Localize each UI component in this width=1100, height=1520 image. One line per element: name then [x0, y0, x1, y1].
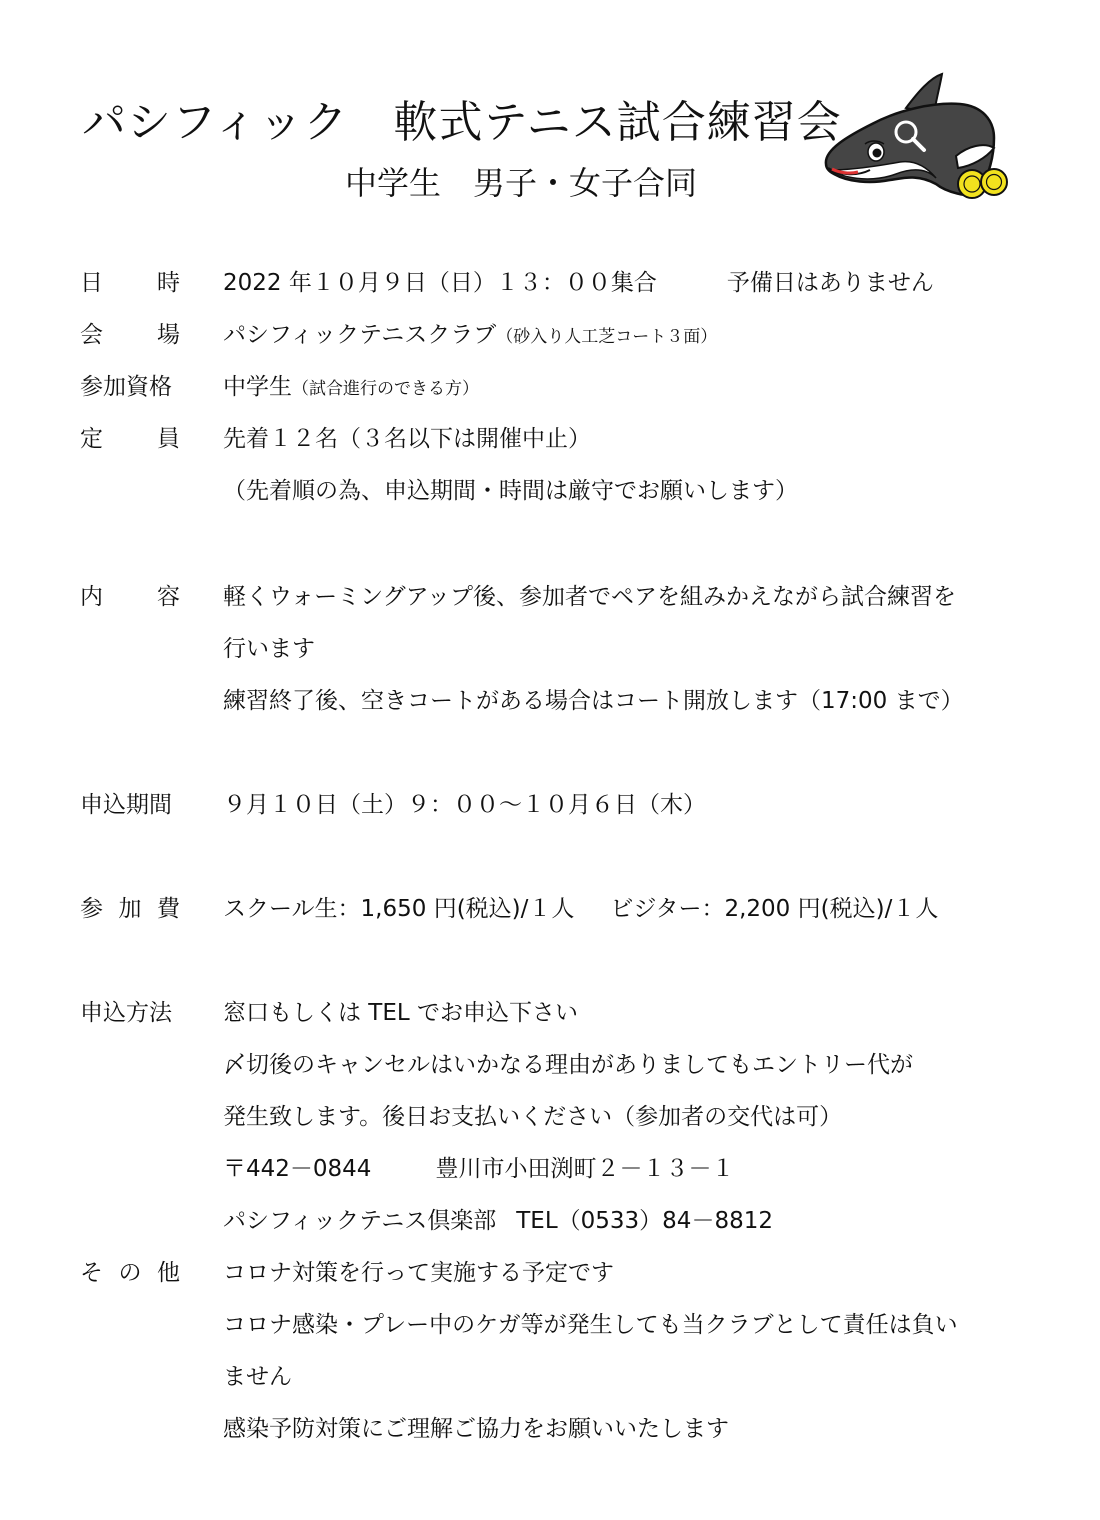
- page-title: パシフィック 軟式テニス試合練習会: [82, 97, 842, 148]
- capacity-line2: （先着順の為、申込期間・時間は厳守でお願いします）: [223, 478, 798, 504]
- fee-visitor: ビジター：2,200 円(税込)/１人: [610, 896, 939, 922]
- other-line3: ません: [223, 1364, 292, 1390]
- content-line3: 練習終了後、空きコートがある場合はコート開放します（17:00 まで）: [223, 688, 964, 714]
- other-line4: 感染予防対策にご理解ご協力をお願いいたします: [223, 1416, 729, 1442]
- venue-value: パシフィックテニスクラブ: [223, 322, 497, 348]
- page-subtitle: 中学生 男子・女子合同: [345, 164, 698, 202]
- label-content: 内 容: [80, 584, 180, 610]
- apply-postal: 〒442－0844: [223, 1156, 372, 1182]
- apply-line1: 窓口もしくは TEL でお申込下さい: [223, 1000, 579, 1026]
- row-venue: [0, 320, 1100, 372]
- label-venue: 会 場: [80, 322, 180, 348]
- eligibility-detail: （試合進行のできる方）: [292, 379, 479, 399]
- row-fee: [0, 894, 1100, 946]
- apply-club: パシフィックテニス倶楽部: [223, 1208, 497, 1234]
- apply-line2: 〆切後のキャンセルはいかなる理由がありましてもエントリー代が: [223, 1052, 913, 1078]
- row-apply: [0, 998, 1100, 1258]
- content-line1: 軽くウォーミングアップ後、参加者でペアを組みかえながら試合練習を: [223, 584, 957, 610]
- apply-address: 豊川市小田渕町２－１３－１: [435, 1156, 735, 1182]
- row-capacity: [0, 424, 1100, 534]
- label-fee: 参 加 費: [80, 896, 180, 922]
- label-datetime: 日 時: [80, 270, 180, 296]
- datetime-value: 2022 年１０月９日（日）１３：００集合: [223, 270, 657, 296]
- content-line2: 行います: [223, 636, 315, 662]
- label-eligibility: 参加資格: [80, 374, 172, 400]
- label-apply: 申込方法: [80, 1000, 172, 1026]
- period-value: ９月１０日（土）９：００～１０月６日（木）: [223, 792, 706, 818]
- label-capacity: 定 員: [80, 426, 180, 452]
- row-content: [0, 582, 1100, 742]
- apply-tel: TEL（0533）84－8812: [516, 1208, 773, 1234]
- fee-school: スクール生：1,650 円(税込)/１人: [223, 896, 575, 922]
- apply-line3: 発生致します。後日お支払いください（参加者の交代は可）: [223, 1104, 843, 1130]
- other-line2: コロナ感染・プレー中のケガ等が発生しても当クラブとして責任は負い: [223, 1312, 958, 1338]
- label-other: そ の 他: [80, 1260, 180, 1286]
- venue-detail: （砂入り人工芝コート３面）: [496, 327, 718, 347]
- capacity-line1: 先着１２名（３名以下は開催中止）: [223, 426, 591, 452]
- row-period: [0, 790, 1100, 842]
- label-period: 申込期間: [80, 792, 172, 818]
- row-other: [0, 1258, 1100, 1468]
- datetime-note: 予備日はありません: [726, 270, 934, 296]
- row-datetime: [0, 268, 1100, 320]
- row-eligibility: [0, 372, 1100, 424]
- dolphin-with-racket-and-balls-icon: [818, 70, 1013, 205]
- other-line1: コロナ対策を行って実施する予定です: [223, 1260, 614, 1286]
- eligibility-value: 中学生: [223, 374, 292, 400]
